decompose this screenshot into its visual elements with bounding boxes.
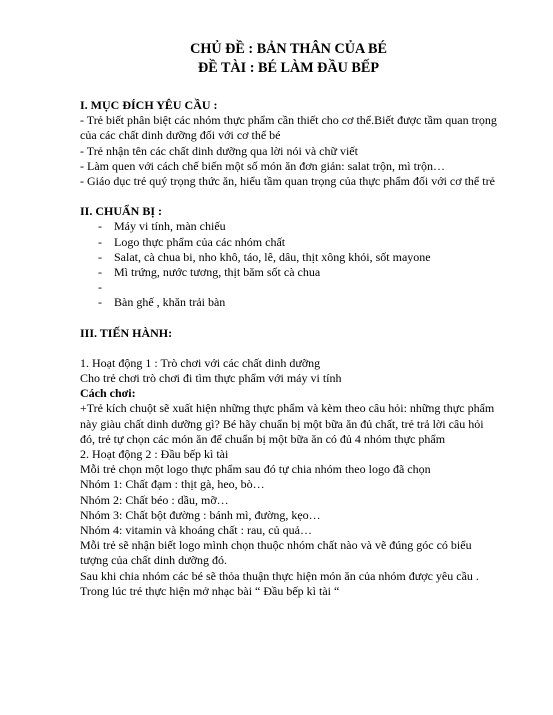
dash-bullet: -	[98, 265, 102, 280]
closing-line: Trong lúc trẻ thực hiện mở nhạc bài “ Đầu bếp kì tài “	[80, 583, 340, 598]
spacer	[80, 311, 497, 326]
group-line: Nhóm 2: Chất béo : dầu, mỡ…	[80, 492, 229, 507]
dash-bullet: -	[98, 249, 102, 264]
section-procedure	[80, 326, 497, 599]
section-preparation	[80, 204, 497, 310]
dash-bullet: -	[98, 280, 102, 295]
dash-bullet: -	[98, 219, 102, 234]
howto-label: Cách chơi:	[80, 386, 136, 401]
list-item	[98, 250, 497, 265]
spacer	[80, 189, 497, 204]
activity-heading: 2. Hoạt động 2 : Đầu bếp kì tài	[80, 447, 229, 462]
list-item	[98, 235, 497, 250]
list-item	[98, 265, 497, 280]
section-heading: II. CHUẨN BỊ :	[80, 204, 163, 219]
list-item-text: Mì trứng, nước tương, thịt băm sốt cà chua	[114, 265, 321, 280]
activity-description: Mỗi trẻ chọn một logo thực phẩm sau đó tự chia nhóm theo logo đã chọn	[80, 462, 431, 477]
group-line: Nhóm 1: Chất đạm : thịt gà, heo, bò…	[80, 477, 265, 492]
activity-heading: 1. Hoạt động 1 : Trò chơi với các chất dinh dưỡng	[80, 355, 321, 370]
dash-bullet: -	[98, 295, 102, 310]
preparation-list	[80, 219, 497, 310]
topic-heading: CHỦ ĐỀ : BẢN THÂN CỦA BÉ	[190, 41, 387, 57]
list-item-text: Salat, cà chua bi, nho khô, táo, lê, dâu, thịt xông khói, sốt mayone	[114, 249, 431, 264]
group-line: Nhóm 3: Chất bột đường : bánh mì, đường, kẹo…	[80, 507, 321, 522]
group-line: Nhóm 4: vitamin và khoáng chất : rau, củ quả…	[80, 523, 312, 538]
activity-description: Cho trẻ chơi trò chơi đi tìm thực phẩm với máy vi tính	[80, 371, 342, 386]
list-item-text: Bàn ghế , khăn trải bàn	[114, 295, 226, 310]
closing-line: Sau khi chia nhóm các bé sẽ thỏa thuận thực hiện món ăn của nhóm được yêu cầu .	[80, 568, 479, 583]
lesson-title: ĐỀ TÀI : BÉ LÀM ĐẦU BẾP	[197, 60, 380, 76]
list-item-text: Máy vi tính, màn chiếu	[114, 219, 226, 234]
dash-bullet: -	[98, 234, 102, 249]
objective-line: - Giáo dục trẻ quý trọng thức ăn, hiểu tầm quan trọng của thực phẩm đối với cơ thể trẻ	[80, 174, 495, 189]
list-item-text: Logo thực phẩm của các nhóm chất	[114, 234, 286, 249]
title-block	[80, 40, 497, 78]
list-item	[98, 219, 497, 234]
howto-text: +Trẻ kích chuột sẽ xuất hiện những thực phẩm và kèm theo câu hỏi: những thực phẩm này giàu chất dinh dưỡng gì? Bé hãy chuẩn bị một bữa ăn đủ chất, trẻ trả lời câu hỏi đó, trẻ tự chọn các món ăn để chuẩn bị một bữa ăn có đủ 4 nhóm thực phẩm	[80, 401, 495, 446]
closing-line: Mỗi trẻ sẽ nhận biết logo mình chọn thuộc nhóm chất nào và vẽ đúng góc có biểu tượng của chất dinh dưỡng đó.	[80, 538, 472, 568]
list-item	[98, 280, 497, 295]
section-objectives	[80, 98, 497, 189]
list-item	[98, 295, 497, 310]
objective-line: - Làm quen với cách chế biến một số món ăn đơn giản: salat trộn, mì trộn…	[80, 158, 445, 173]
section-heading: I. MỤC ĐÍCH YÊU CẦU :	[80, 98, 218, 112]
objective-line: - Trẻ biết phân biệt các nhóm thực phẩm cần thiết cho cơ thể.Biết được tầm quan trọng của các chất dinh dưỡng đối với cơ thể bé	[80, 113, 497, 143]
objective-line: - Trẻ nhận tên các chất dinh dưỡng qua lời nói và chữ viết	[80, 143, 358, 158]
section-heading: III. TIẾN HÀNH:	[80, 325, 173, 340]
spacer	[80, 341, 497, 356]
